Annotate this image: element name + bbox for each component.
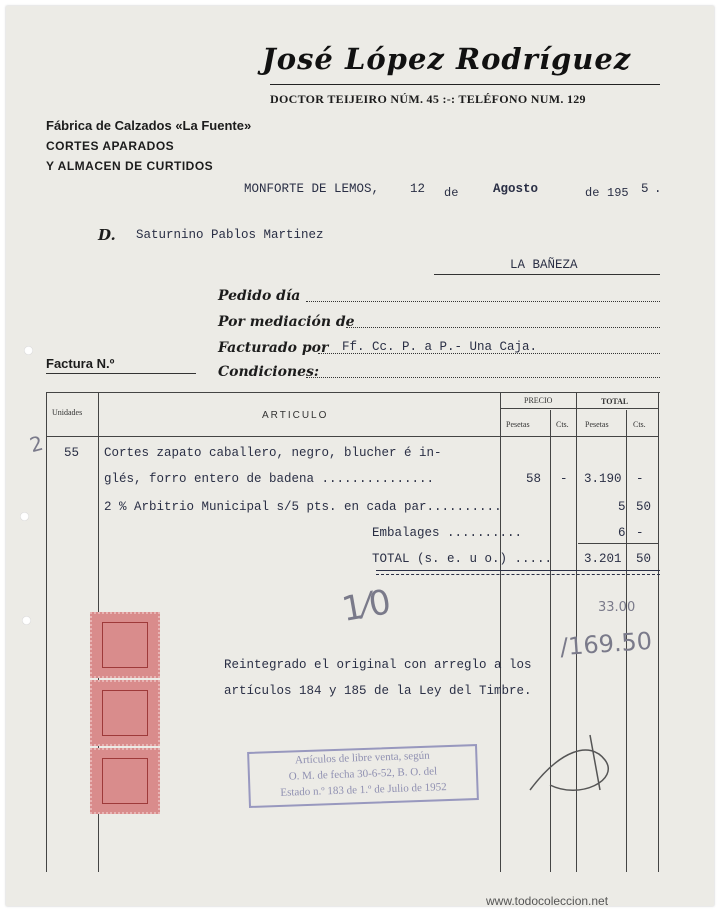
rubber-stamp <box>247 744 479 808</box>
signature-scribble <box>520 730 630 810</box>
pedido-line <box>306 301 660 302</box>
row-units: 55 <box>64 446 80 460</box>
row-total-cts: - <box>636 472 644 486</box>
table-left-border <box>46 392 47 872</box>
date-month: Agosto <box>493 182 539 196</box>
condiciones-label: Condiciones: <box>218 364 320 380</box>
row-price-pts: 58 <box>526 472 542 486</box>
fiscal-stamp <box>90 612 160 678</box>
date-year-digit: 5 <box>641 182 649 196</box>
precio-header-rule <box>500 408 576 409</box>
col-header-total-pesetas: Pesetas <box>585 420 609 429</box>
pencil-mark: /169.50 <box>559 626 653 662</box>
row-grand-total-cts: 50 <box>636 552 652 566</box>
total-header-rule <box>576 408 658 409</box>
date-de-2: de <box>585 186 600 200</box>
row-text: Cortes zapato caballero, negro, blucher é in- <box>104 446 442 460</box>
col-header-total: TOTAL <box>601 397 629 406</box>
coat-of-arms-icon <box>102 758 148 804</box>
rubber-stamp-line-1: Artículos de libre venta, según <box>294 749 430 767</box>
mediacion-line <box>346 327 660 328</box>
col-header-unidades: Unidades <box>52 408 83 417</box>
col-header-cts: Cts. <box>556 420 569 429</box>
col-sep-articulo <box>500 392 501 872</box>
business-line-2: CORTES APARADOS <box>46 139 175 153</box>
title-rule <box>270 84 660 85</box>
city-rule <box>434 274 660 275</box>
factura-label: Factura N.º <box>46 356 115 371</box>
subtotal-rule <box>578 543 658 544</box>
row-grand-total-pts: 3.201 <box>584 552 622 566</box>
rubber-stamp-line-3: Estado n.º 183 de 1.º de Julio de 1952 <box>280 781 447 799</box>
facturado-value: Ff. Cc. P. a P.- Una Caja. <box>342 340 538 354</box>
address-line: DOCTOR TEIJEIRO NÚM. 45 :-: TELÉFONO NUM. 129 <box>270 92 586 106</box>
coat-of-arms-icon <box>102 690 148 736</box>
row-text: Embalages .......... <box>372 526 523 540</box>
condiciones-line <box>306 377 660 378</box>
row-total-cts: 50 <box>636 500 652 514</box>
total-rule-double <box>376 574 660 575</box>
date-day: 12 <box>410 182 426 196</box>
date-trailing-dot: . <box>654 182 662 196</box>
fiscal-stamps <box>90 612 162 812</box>
col-header-precio: PRECIO <box>524 396 553 405</box>
facturado-label: Facturado por <box>218 340 329 356</box>
addressee-city: LA BAÑEZA <box>510 258 578 272</box>
mediacion-label: Por mediación de <box>218 314 355 330</box>
pedido-label: Pedido día <box>218 288 301 304</box>
addressee-prefix: D. <box>98 226 116 244</box>
row-total-pts: 6 <box>618 526 626 540</box>
row-text: glés, forro entero de badena ............... <box>104 472 435 486</box>
col-header-pesetas: Pesetas <box>506 420 530 429</box>
row-price-cts: - <box>560 472 568 486</box>
punch-hole <box>20 512 29 521</box>
fiscal-stamp <box>90 748 160 814</box>
note-line-2: artículos 184 y 185 de la Ley del Timbre. <box>224 684 532 698</box>
row-text: 2 % Arbitrio Municipal s/5 pts. en cada par.......... <box>104 500 502 514</box>
watermark: www.todocoleccion.net <box>486 894 609 908</box>
note-line-1: Reintegrado el original con arreglo a los <box>224 658 532 672</box>
coat-of-arms-icon <box>102 622 148 668</box>
col-header-total-cts: Cts. <box>633 420 646 429</box>
business-line-3: Y ALMACEN DE CURTIDOS <box>46 159 214 173</box>
table-right-border <box>658 392 659 872</box>
table-top-rule <box>46 392 660 393</box>
pencil-mark: 2 <box>27 430 46 458</box>
pencil-mark: 33.00 <box>598 600 636 615</box>
fiscal-stamp <box>90 680 160 746</box>
col-header-articulo: ARTICULO <box>262 410 329 421</box>
date-place: MONFORTE DE LEMOS, <box>244 182 380 196</box>
row-total-pts: 5 <box>618 500 626 514</box>
pencil-mark: 1⁄0 <box>338 582 395 630</box>
addressee-name: Saturnino Pablos Martinez <box>136 228 324 242</box>
total-rule <box>376 570 660 571</box>
punch-hole <box>24 346 33 355</box>
row-total-cts: - <box>636 526 644 540</box>
date-de-1: de <box>444 186 459 200</box>
business-line-1: Fábrica de Calzados «La Fuente» <box>46 118 252 133</box>
date-year-prefix: 195 <box>607 186 629 200</box>
factura-line <box>46 373 196 374</box>
owner-name: José López Rodríguez <box>262 42 632 76</box>
rubber-stamp-line-2: O. M. de fecha 30-6-52, B. O. del <box>288 765 438 783</box>
row-text-total: TOTAL (s. e. u o.) ..... <box>372 552 553 566</box>
row-total-pts: 3.190 <box>584 472 622 486</box>
header-bottom-rule <box>46 436 658 437</box>
punch-hole <box>22 616 31 625</box>
